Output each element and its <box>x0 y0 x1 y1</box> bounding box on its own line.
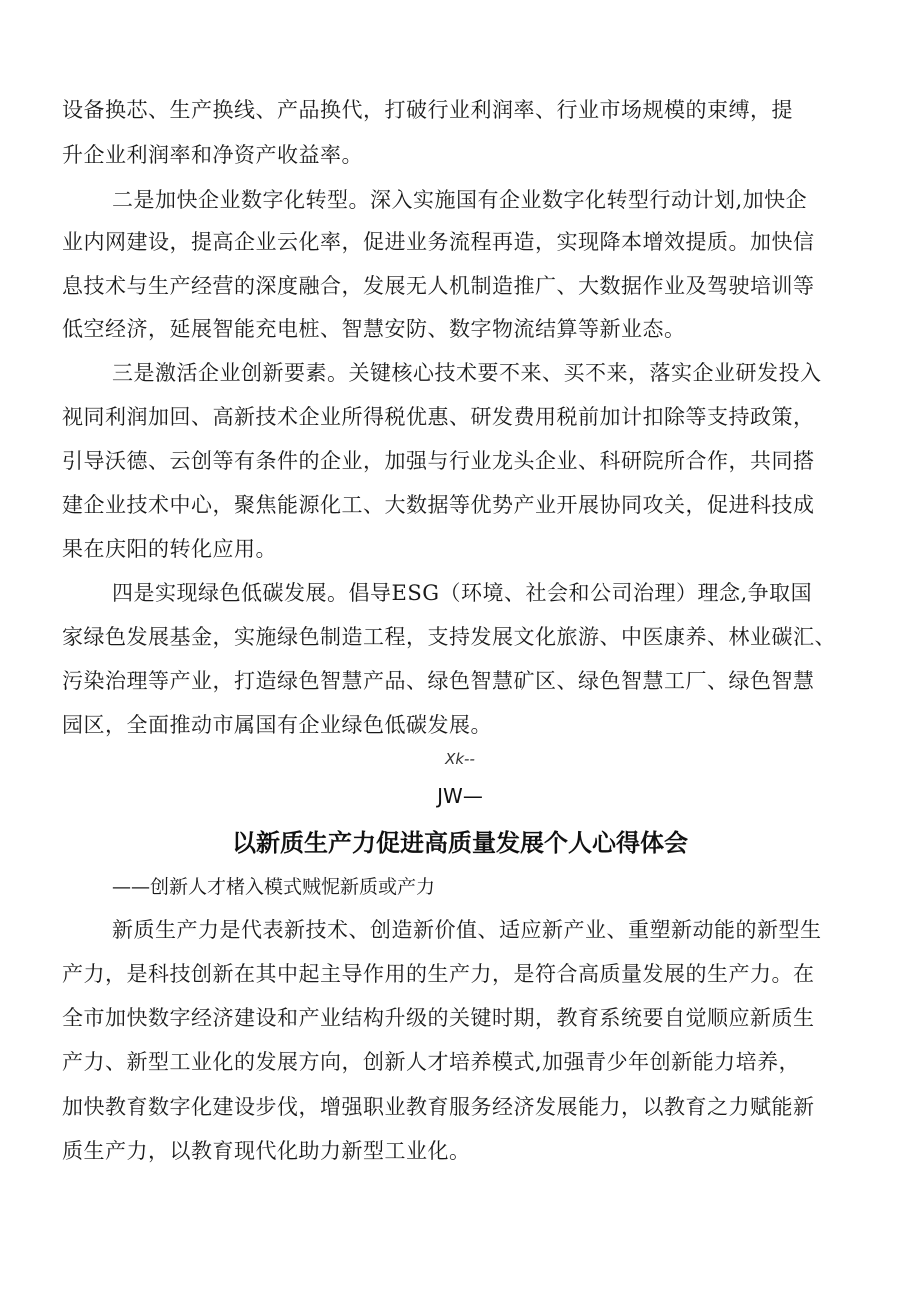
paragraph-line: 低空经济，延展智能充电桩、智慧安防、数字物流结算等新业态。 <box>62 317 686 341</box>
paragraph-line: 息技术与生产经营的深度融合，发展无人机制造推广、大数据作业及驾驶培训等 <box>62 274 815 298</box>
paragraph-line: 加快教育数字化建设步伐，增强职业教育服务经济发展能力，以教育之力赋能新 <box>62 1095 815 1119</box>
paragraph-line: 升企业利润率和净资产收益率。 <box>62 143 363 167</box>
paragraph-line: 质生产力，以教育现代化助力新型工业化。 <box>62 1139 471 1163</box>
paragraph-line: 家绿色发展基金，实施绿色制造工程，支持发展文化旅游、中医康养、林业碳汇、 <box>62 625 836 649</box>
article-title: 以新质生产力促进高质量发展个人心得体会 <box>232 829 688 857</box>
paragraph-line: 设备换芯、生产换线、产品换代，打破行业利润率、行业市场规模的束缚，提 <box>62 98 793 122</box>
paragraph-line: 视同利润加回、高新技术企业所得税优惠、研发费用税前加计扣除等支持政策， <box>62 405 815 429</box>
paragraph-line: 业内网建设，提高企业云化率，促进业务流程再造，实现降本增效提质。加快信 <box>62 230 815 254</box>
paragraph-line: 污染治理等产业，打造绿色智慧产品、绿色智慧矿区、绿色智慧工厂、绿色智慧 <box>62 669 815 693</box>
paragraph-line: 引导沃德、云创等有条件的企业，加强与行业龙头企业、科研院所合作，共同搭 <box>62 449 815 473</box>
paragraph-line: 新质生产力是代表新技术、创造新价值、适应新产业、重塑新动能的新型生 <box>112 918 822 942</box>
paragraph-line: 产力、新型工业化的发展方向，创新人才培养模式,加强青少年创新能力培养， <box>62 1050 801 1074</box>
paragraph-line: 果在庆阳的转化应用。 <box>62 537 277 561</box>
paragraph-line: 产力，是科技创新在其中起主导作用的生产力，是符合高质量发展的生产力。在 <box>62 962 815 986</box>
paragraph-line: 四是实现绿色低碳发展。倡导ESG（环境、社会和公司治理）理念,争取国 <box>112 581 813 605</box>
paragraph-line: 园区，全面推动市属国有企业绿色低碳发展。 <box>62 713 492 737</box>
paragraph-line: 全市加快数字经济建设和产业结构升级的关键时期，教育系统要自觉顺应新质生 <box>62 1006 815 1030</box>
article-subtitle: ——创新人才楮入模式贼怩新质或产力 <box>112 876 436 898</box>
paragraph-line: 建企业技术中心，聚焦能源化工、大数据等优势产业开展协同攻关，促进科技成 <box>62 493 815 517</box>
paragraph-line: 三是激活企业创新要素。关键核心技术要不来、买不来，落实企业研发投入 <box>112 361 822 385</box>
separator-mark: Xk-- <box>445 750 475 768</box>
separator-mark: JW— <box>437 784 483 808</box>
paragraph-line: 二是加快企业数字化转型。深入实施国有企业数字化转型行动计划,加快企 <box>112 188 808 212</box>
